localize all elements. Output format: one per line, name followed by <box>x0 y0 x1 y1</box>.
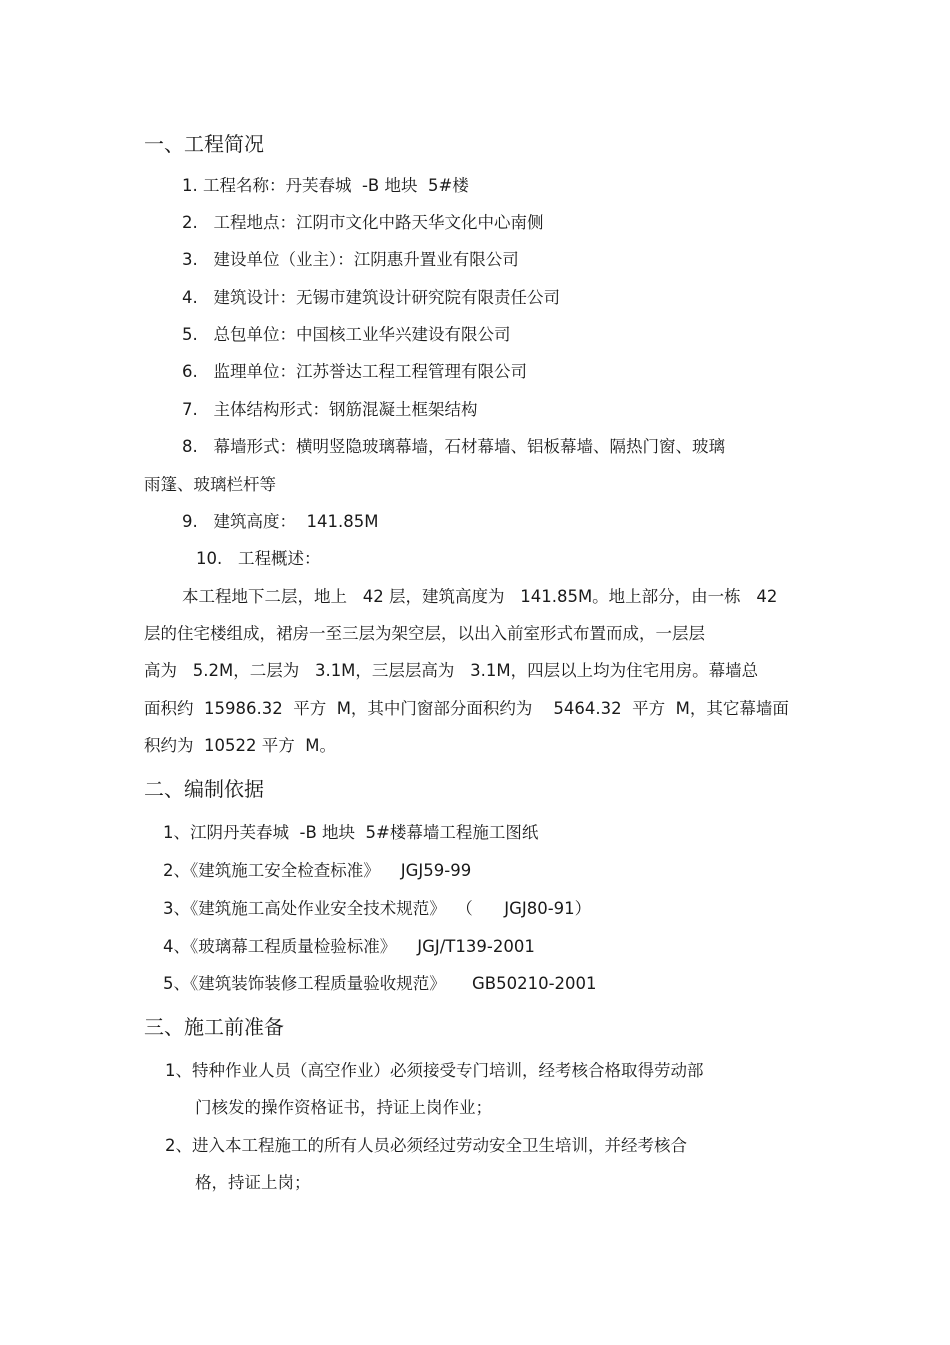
paragraph-line: 6. 监理单位：江苏誉达工程工程管理有限公司 <box>182 362 527 381</box>
section-heading: 二、编制依据 <box>144 777 264 801</box>
list-item: 5、《建筑装饰装修工程质量验收规范》 GB50210-2001 <box>163 974 597 993</box>
paragraph-line: 4. 建筑设计：无锡市建筑设计研究院有限责任公司 <box>182 288 560 307</box>
list-item: 4、《玻璃幕工程质量检验标准》 JGJ/T139-2001 <box>163 937 535 956</box>
list-item: 1、特种作业人员（高空作业）必须接受专门培训，经考核合格取得劳动部 <box>165 1061 704 1080</box>
paragraph-line: 2. 工程地点：江阴市文化中路天华文化中心南侧 <box>182 213 544 232</box>
list-item: 1、江阴丹芙春城 -B 地块 5#楼幕墙工程施工图纸 <box>163 823 539 842</box>
list-item: 2、《建筑施工安全检查标准》 JGJ59-99 <box>163 861 472 880</box>
list-item: 2、进入本工程施工的所有人员必须经过劳动安全卫生培训，并经考核合 <box>165 1136 687 1155</box>
paragraph-line: 1. 工程名称：丹芙春城 -B 地块 5#楼 <box>182 176 469 195</box>
paragraph-line: 面积约 15986.32 平方 M，其中门窗部分面积约为 5464.32 平方 M，其它幕墙面 <box>144 699 789 718</box>
list-item: 3、《建筑施工高处作业安全技术规范》 （ JGJ80-91） <box>163 899 592 918</box>
paragraph-line: 层的住宅楼组成，裙房一至三层为架空层，以出入前室形式布置而成，一层层 <box>144 624 705 643</box>
section-heading: 三、施工前准备 <box>144 1015 284 1039</box>
paragraph-line: 3. 建设单位（业主）：江阴惠升置业有限公司 <box>182 250 519 269</box>
paragraph-line: 高为 5.2M，二层为 3.1M，三层层高为 3.1M，四层以上均为住宅用房。幕墙总 <box>144 661 759 680</box>
paragraph-line: 积约为 10522 平方 M。 <box>144 736 336 755</box>
paragraph-line: 5. 总包单位：中国核工业华兴建设有限公司 <box>182 325 511 344</box>
paragraph-line: 雨篷、玻璃栏杆等 <box>144 475 276 494</box>
paragraph-line: 9. 建筑高度： 141.85M <box>182 512 379 531</box>
paragraph-line: 8. 幕墙形式：横明竖隐玻璃幕墙，石材幕墙、铝板幕墙、隔热门窗、玻璃 <box>182 437 725 456</box>
list-item-continuation: 格，持证上岗； <box>195 1173 311 1192</box>
section-heading: 一、工程简况 <box>144 132 264 156</box>
paragraph-line: 10. 工程概述： <box>196 549 321 568</box>
list-item-continuation: 门核发的操作资格证书，持证上岗作业； <box>195 1098 492 1117</box>
paragraph-line: 本工程地下二层，地上 42 层，建筑高度为 141.85M。地上部分，由一栋 42 <box>182 587 778 606</box>
paragraph-line: 7. 主体结构形式：钢筋混凝土框架结构 <box>182 400 478 419</box>
